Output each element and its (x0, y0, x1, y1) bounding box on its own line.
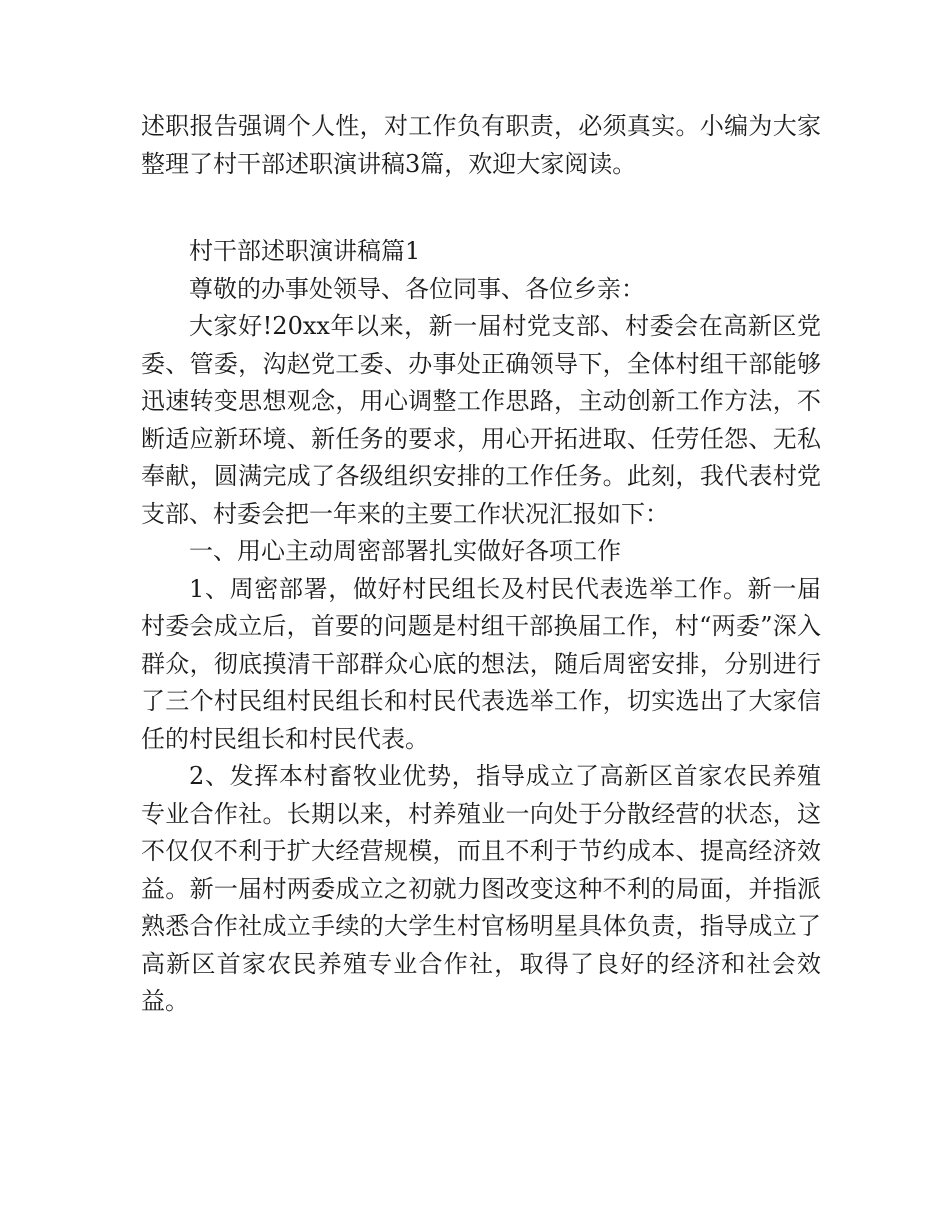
opening-paragraph: 大家好!20xx年以来，新一届村党支部、村委会在高新区党委、管委，沟赵党工委、办事处正确领导下，全体村组干部能够迅速转变思想观念，用心调整工作思路，主动创新工作方法，不断适应新环境、新任务的要求，用心开拓进取、任劳任怨、无私奉献，圆满完成了各级组织安排的工作任务。此刻，我代表村党支部、村委会把一年来的主要工作状况汇报如下： (141, 312, 821, 528)
item-2-paragraph: 2、发挥本村畜牧业优势，指导成立了高新区首家农民养殖专业合作社。长期以来，村养殖业一向处于分散经营的状态，这不仅仅不利于扩大经营规模，而且不利于节约成本、提高经济效益。新一届村两委成立之初就力图改变这种不利的局面，并指派熟悉合作社成立手续的大学生村官杨明星具体负责，指导成立了高新区首家农民养殖专业合作社，取得了良好的经济和社会效益。 (141, 762, 821, 1015)
salutation: 尊敬的办事处领导、各位同事、各位乡亲： (189, 274, 645, 303)
intro-paragraph: 述职报告强调个人性，对工作负有职责，必须真实。小编为大家整理了村干部述职演讲稿3篇，欢迎大家阅读。 (141, 112, 821, 178)
heading-1: 一、用心主动周密部署扎实做好各项工作 (189, 537, 621, 565)
section-title: 村干部述职演讲稿篇1 (189, 237, 421, 265)
item-1-paragraph: 1、周密部署，做好村民组长及村民代表选举工作。新一届村委会成立后，首要的问题是村组干部换届工作，村“两委”深入群众，彻底摸清干部群众心底的想法，随后周密安排，分别进行了三个村民组村民组长和村民代表选举工作，切实选出了大家信任的村民组长和村民代表。 (141, 574, 821, 753)
document-body (141, 108, 821, 1021)
